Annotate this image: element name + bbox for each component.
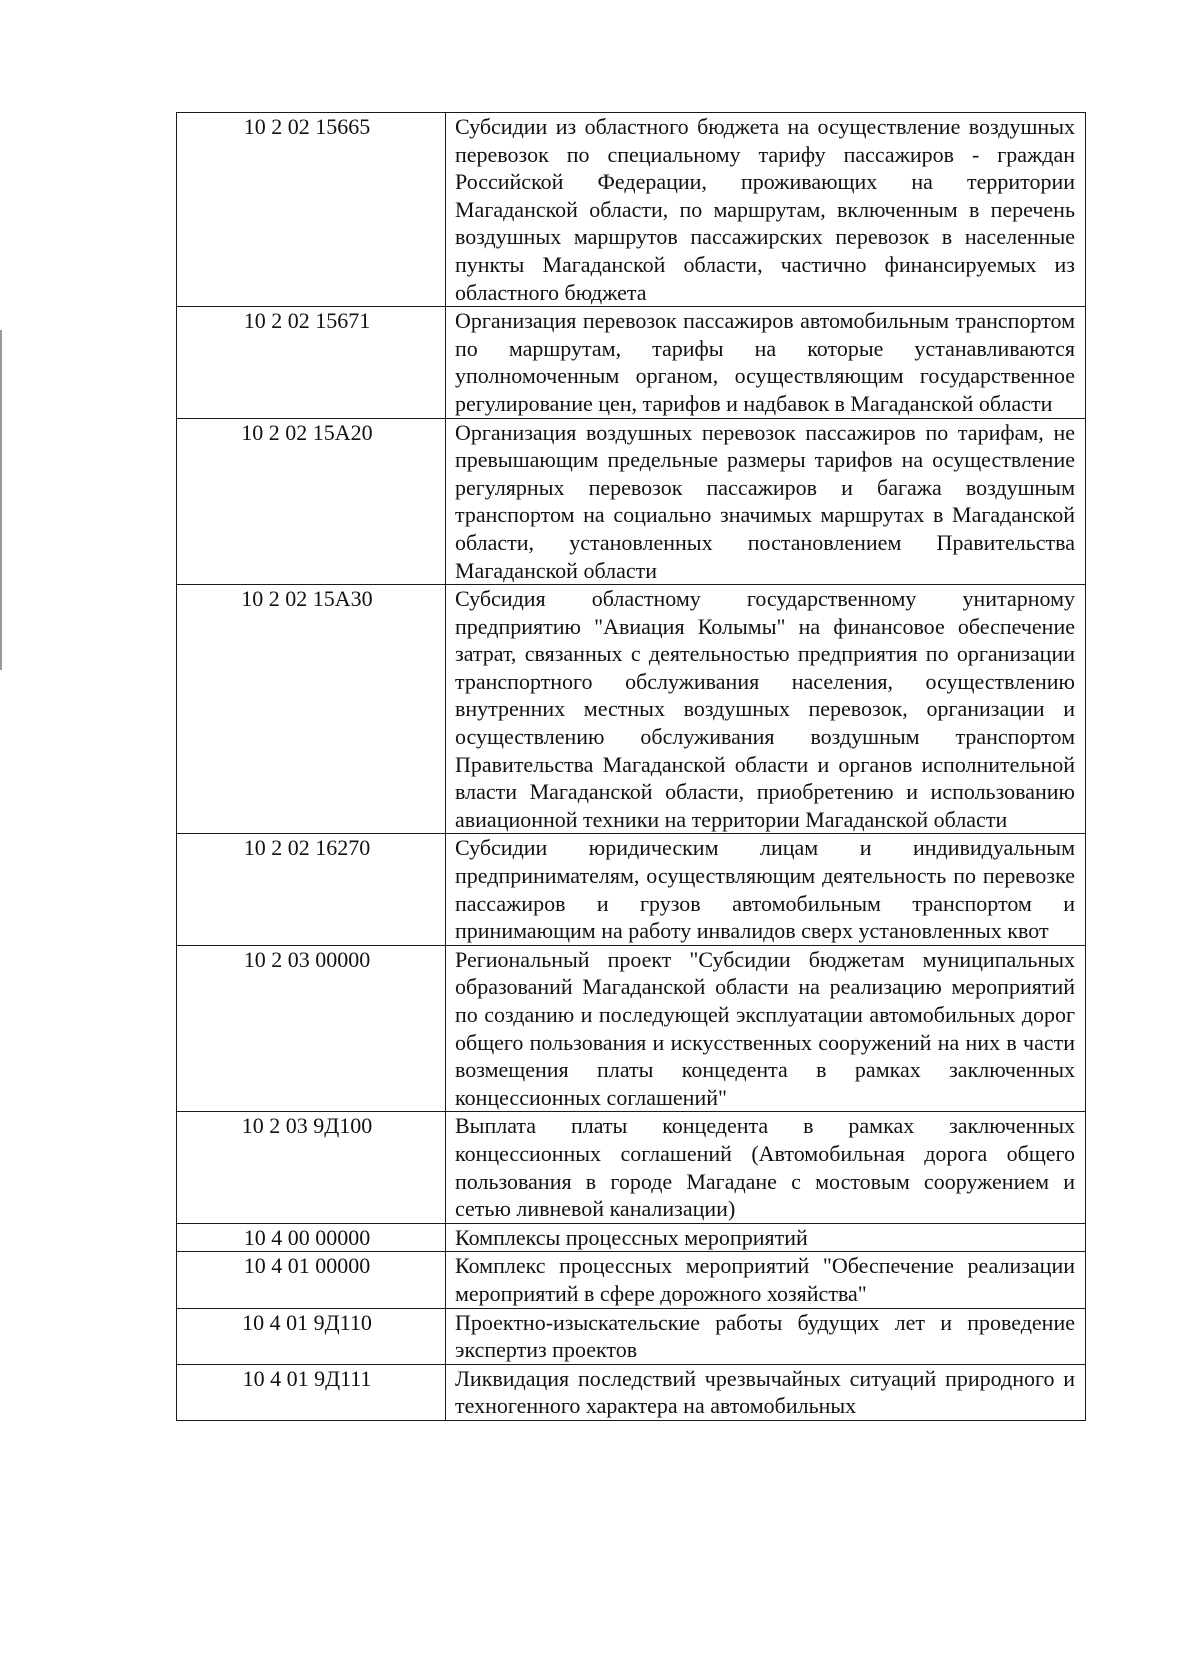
- code-cell: 10 2 02 16270: [177, 834, 446, 945]
- scan-edge-mark: [0, 330, 2, 670]
- code-cell: 10 2 02 15А30: [177, 585, 446, 834]
- code-cell: 10 4 00 00000: [177, 1223, 446, 1252]
- description-cell: Субсидии юридическим лицам и индивидуальным предпринимателям, осуществляющим деятельность по перевозке пассажиров и грузов автомобильным транспортом и принимающим на работу инвалидов сверх установленных квот: [446, 834, 1086, 945]
- table-row: [177, 113, 1086, 307]
- description-cell: Проектно-изыскательские работы будущих лет и проведение экспертиз проектов: [446, 1308, 1086, 1364]
- code-cell: 10 4 01 9Д110: [177, 1308, 446, 1364]
- code-cell: 10 2 03 00000: [177, 945, 446, 1112]
- description-cell: Выплата платы концедента в рамках заключенных концессионных соглашений (Автомобильная дорога общего пользования в городе Магадане с мостовым сооружением и сетью ливневой канализации): [446, 1112, 1086, 1223]
- description-cell: Субсидии из областного бюджета на осуществление воздушных перевозок по специальному тарифу пассажиров - граждан Российской Федерации, проживающих на территории Магаданской области, по маршрутам, включенным в перечень воздушных маршрутов пассажирских перевозок в населенные пункты Магаданской области, частично финансируемых из областного бюджета: [446, 113, 1086, 307]
- code-cell: 10 4 01 9Д111: [177, 1364, 446, 1420]
- description-cell: Ликвидация последствий чрезвычайных ситуаций природного и техногенного характера на автомобильных: [446, 1364, 1086, 1420]
- code-cell: 10 2 02 15671: [177, 307, 446, 418]
- description-cell: Организация воздушных перевозок пассажиров по тарифам, не превышающим предельные размеры тарифов на осуществление регулярных перевозок пассажиров и багажа воздушным транспортом на социально значимых маршрутах в Магаданской области, установленных постановлением Правительства Магаданской области: [446, 418, 1086, 585]
- code-cell: 10 2 02 15А20: [177, 418, 446, 585]
- table-row: [177, 945, 1086, 1112]
- budget-code-table: [176, 112, 1086, 1421]
- description-cell: Организация перевозок пассажиров автомобильным транспортом по маршрутам, тарифы на которые устанавливаются уполномоченным органом, осуществляющим государственное регулирование цен, тарифов и надбавок в Магаданской области: [446, 307, 1086, 418]
- table-row: [177, 307, 1086, 418]
- table-row: [177, 418, 1086, 585]
- table-row: [177, 1223, 1086, 1252]
- table-row: [177, 1308, 1086, 1364]
- code-cell: 10 2 03 9Д100: [177, 1112, 446, 1223]
- table-row: [177, 834, 1086, 945]
- code-cell: 10 4 01 00000: [177, 1252, 446, 1308]
- description-cell: Субсидия областному государственному унитарному предприятию "Авиация Колымы" на финансовое обеспечение затрат, связанных с деятельностью предприятия по организации транспортного обслуживания населения, осуществлению внутренних местных воздушных перевозок, организации и осуществлению обслуживания воздушным транспортом Правительства Магаданской области и органов исполнительной власти Магаданской области, приобретению и использованию авиационной техники на территории Магаданской области: [446, 585, 1086, 834]
- code-cell: 10 2 02 15665: [177, 113, 446, 307]
- table-row: [177, 1364, 1086, 1420]
- description-cell: Комплексы процессных мероприятий: [446, 1223, 1086, 1252]
- table-row: [177, 585, 1086, 834]
- description-cell: Комплекс процессных мероприятий "Обеспечение реализации мероприятий в сфере дорожного хозяйства": [446, 1252, 1086, 1308]
- description-cell: Региональный проект "Субсидии бюджетам муниципальных образований Магаданской области на реализацию мероприятий по созданию и последующей эксплуатации автомобильных дорог общего пользования и искусственных сооружений на них в части возмещения платы концедента в рамках заключенных концессионных соглашений": [446, 945, 1086, 1112]
- table-row: [177, 1252, 1086, 1308]
- table-row: [177, 1112, 1086, 1223]
